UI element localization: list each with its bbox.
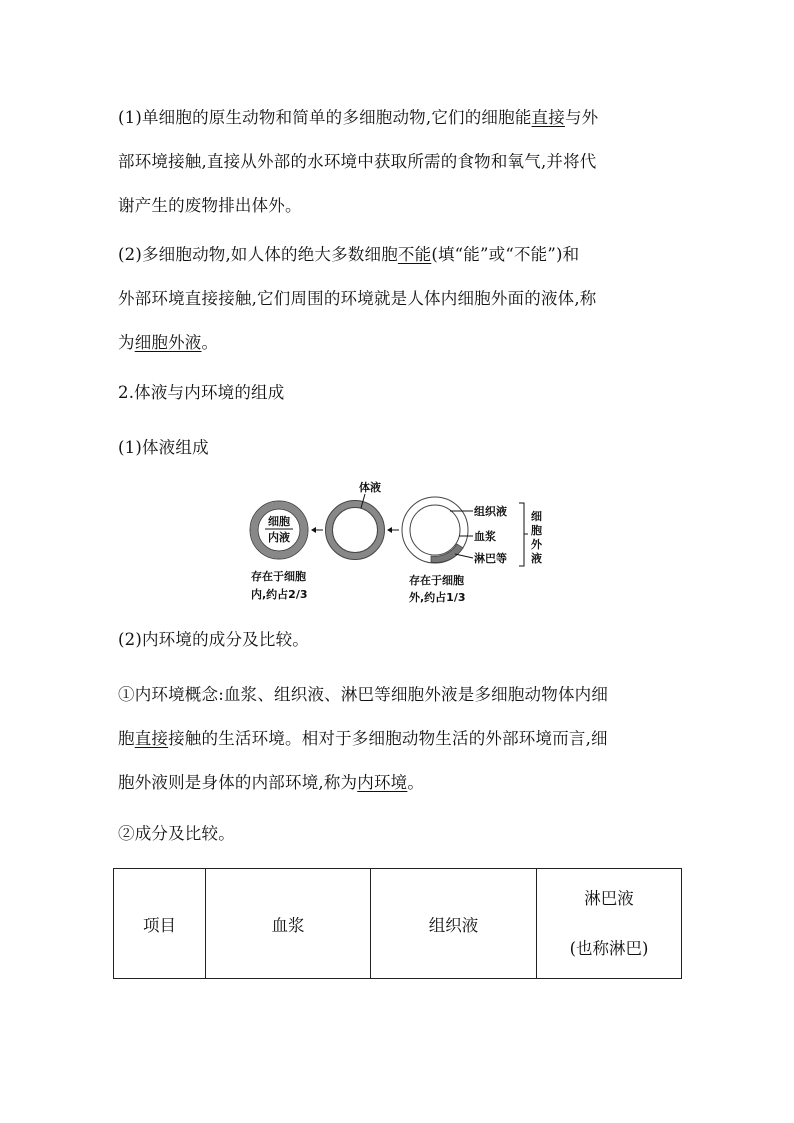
p3-line1: ①内环境概念:血浆、组织液、淋巴等细胞外液是多细胞动物体内细 [118,685,609,704]
header-item: 项目 [114,869,206,979]
bracket [519,503,528,566]
right-caption-line2: 外,约占1/3 [409,591,466,604]
extracellular-inner [410,505,460,555]
answer-blank: 不能 [397,245,432,264]
inner-cell-label-1: 细胞 [268,515,290,528]
answer-blank: 直接 [531,108,565,127]
label-tissue-fluid: 组织液 [474,505,507,518]
answer-blank: 内环境 [357,773,408,792]
answer-blank: 直接 [134,729,169,748]
table-header-row [114,869,682,979]
p1-line1: (1)单细胞的原生动物和简单的多细胞动物,它们的细胞能直接与外 [118,108,599,127]
right-caption-line1: 存在于细胞 [409,574,464,587]
p2-line2: 外部环境直接接触,它们周围的环境就是人体内细胞外面的液体,称 [118,289,597,308]
label-plasma: 血浆 [474,530,496,543]
header-tissue-fluid: 组织液 [371,869,537,979]
side-char-3: 外 [531,538,542,551]
p2-line3: 为细胞外液。 [118,333,219,352]
inner-cell-label-2: 内液 [268,531,290,544]
arrow-left-head [311,527,316,533]
side-char-1: 细 [531,510,542,523]
left-caption-line1: 存在于细胞 [251,570,306,583]
body-fluid-core [333,508,378,553]
section-2-heading: 2.体液与内环境的组成 [118,383,285,402]
header-lymph: 淋巴液 (也称淋巴) [537,869,682,979]
header-plasma: 血浆 [206,869,371,979]
paragraph-1 [118,96,678,228]
paragraph-3 [118,673,678,805]
paragraph-4: ②成分及比较。 [118,824,235,843]
p1-line3: 谢产生的废物排出体外。 [118,196,302,215]
p3-line2: 胞直接接触的生活环境。相对于多细胞动物生活的外部环境而言,细 [118,729,608,748]
side-char-2: 胞 [531,524,542,537]
arrow-mid-head [387,527,392,533]
side-char-4: 液 [531,552,542,565]
p3-line3: 胞外液则是身体的内部环境,称为内环境。 [118,773,425,792]
body-fluid-diagram [245,478,555,608]
subsection-1-heading: (1)体液组成 [118,438,209,457]
answer-blank: 细胞外液 [134,333,202,352]
comparison-table [113,868,682,979]
p2-line1: (2)多细胞动物,如人体的绝大多数细胞不能(填“能”或“不能”)和 [118,245,580,264]
paragraph-2 [118,233,678,365]
left-caption-line2: 内,约占2/3 [251,588,308,601]
body-fluid-label: 体液 [359,481,381,494]
p1-line2: 部环境接触,直接从外部的水环境中获取所需的食物和氧气,并将代 [118,152,597,171]
pointer-lymph [455,554,473,558]
label-lymph: 淋巴等 [474,552,507,565]
subsection-2-heading: (2)内环境的成分及比较。 [118,630,309,649]
